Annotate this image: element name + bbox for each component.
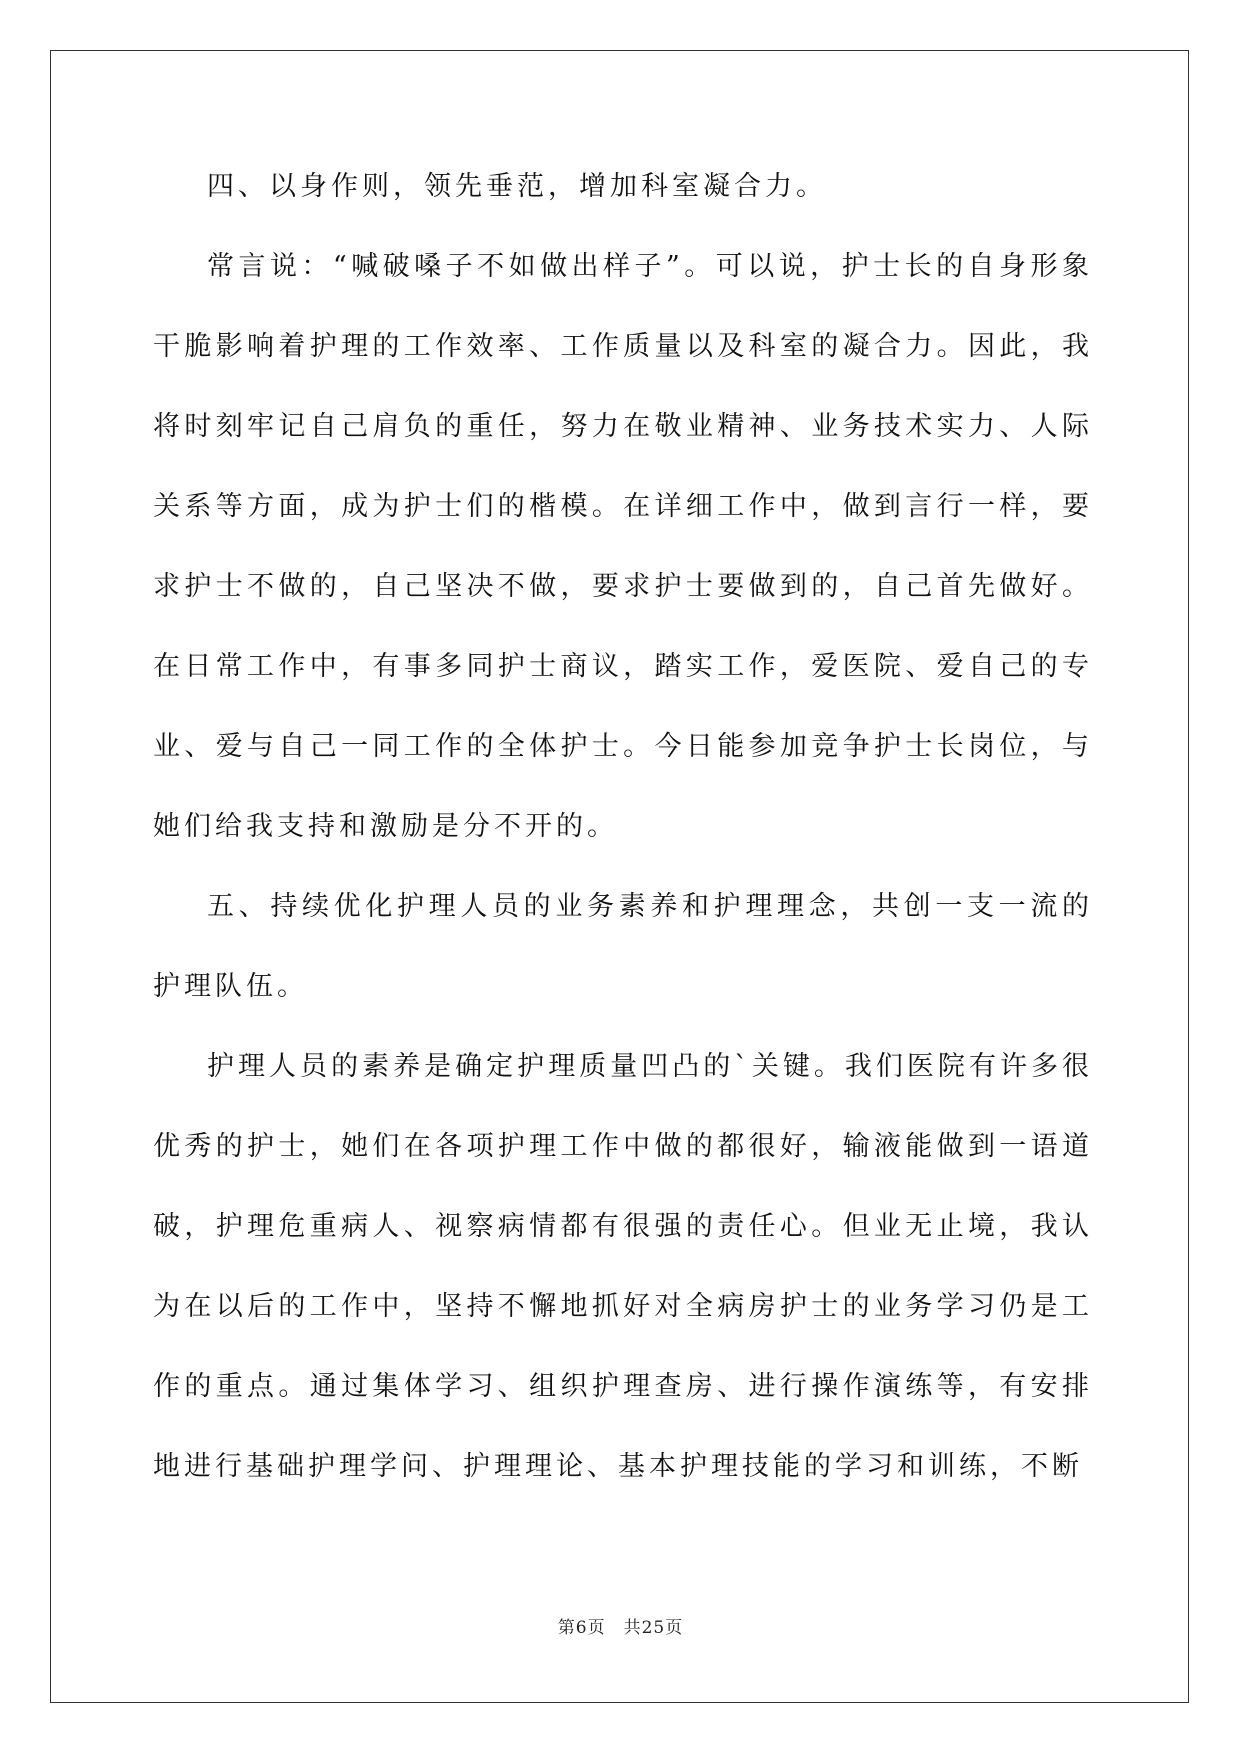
document-body — [153, 147, 1093, 1507]
page-total: 共25页 — [623, 1618, 684, 1638]
body-paragraph-role-model: 常言说：“喊破嗓子不如做出样子”。可以说，护士长的自身形象干脆影响着护理的工作效率、工作质量以及科室的凝合力。因此，我将时刻牢记自己肩负的重任，努力在敬业精神、业务技术实力、人际关系等方面，成为护士们的楷模。在详细工作中，做到言行一样，要求护士不做的，自己坚决不做，要求护士要做到的，自己首先做好。在日常工作中，有事多同护士商议，踏实工作，爱医院、爱自己的专业、爱与自己一同工作的全体护士。今日能参加竞争护士长岗位，与她们给我支持和激励是分不开的。 — [153, 251, 1093, 842]
page-footer — [0, 1613, 1241, 1638]
heading-paragraph-four: 四、以身作则，领先垂范，增加科室凝合力。 — [207, 171, 827, 202]
page-number: 第6页 — [557, 1618, 606, 1638]
body-paragraph-nursing-quality: 护理人员的素养是确定护理质量凹凸的`关键。我们医院有许多很优秀的护士，她们在各项护理工作中做的都很好，输液能做到一语道破，护理危重病人、视察病情都有很强的责任心。但业无止境，我认为在以后的工作中，坚持不懈地抓好对全病房护士的业务学习仍是工作的重点。通过集体学习、组织护理查房、进行操作演练等，有安排地进行基础护理学问、护理理论、基本护理技能的学习和训练，不断 — [153, 1051, 1093, 1482]
heading-paragraph-five: 五、持续优化护理人员的业务素养和护理理念，共创一支一流的护理队伍。 — [153, 891, 1093, 1002]
